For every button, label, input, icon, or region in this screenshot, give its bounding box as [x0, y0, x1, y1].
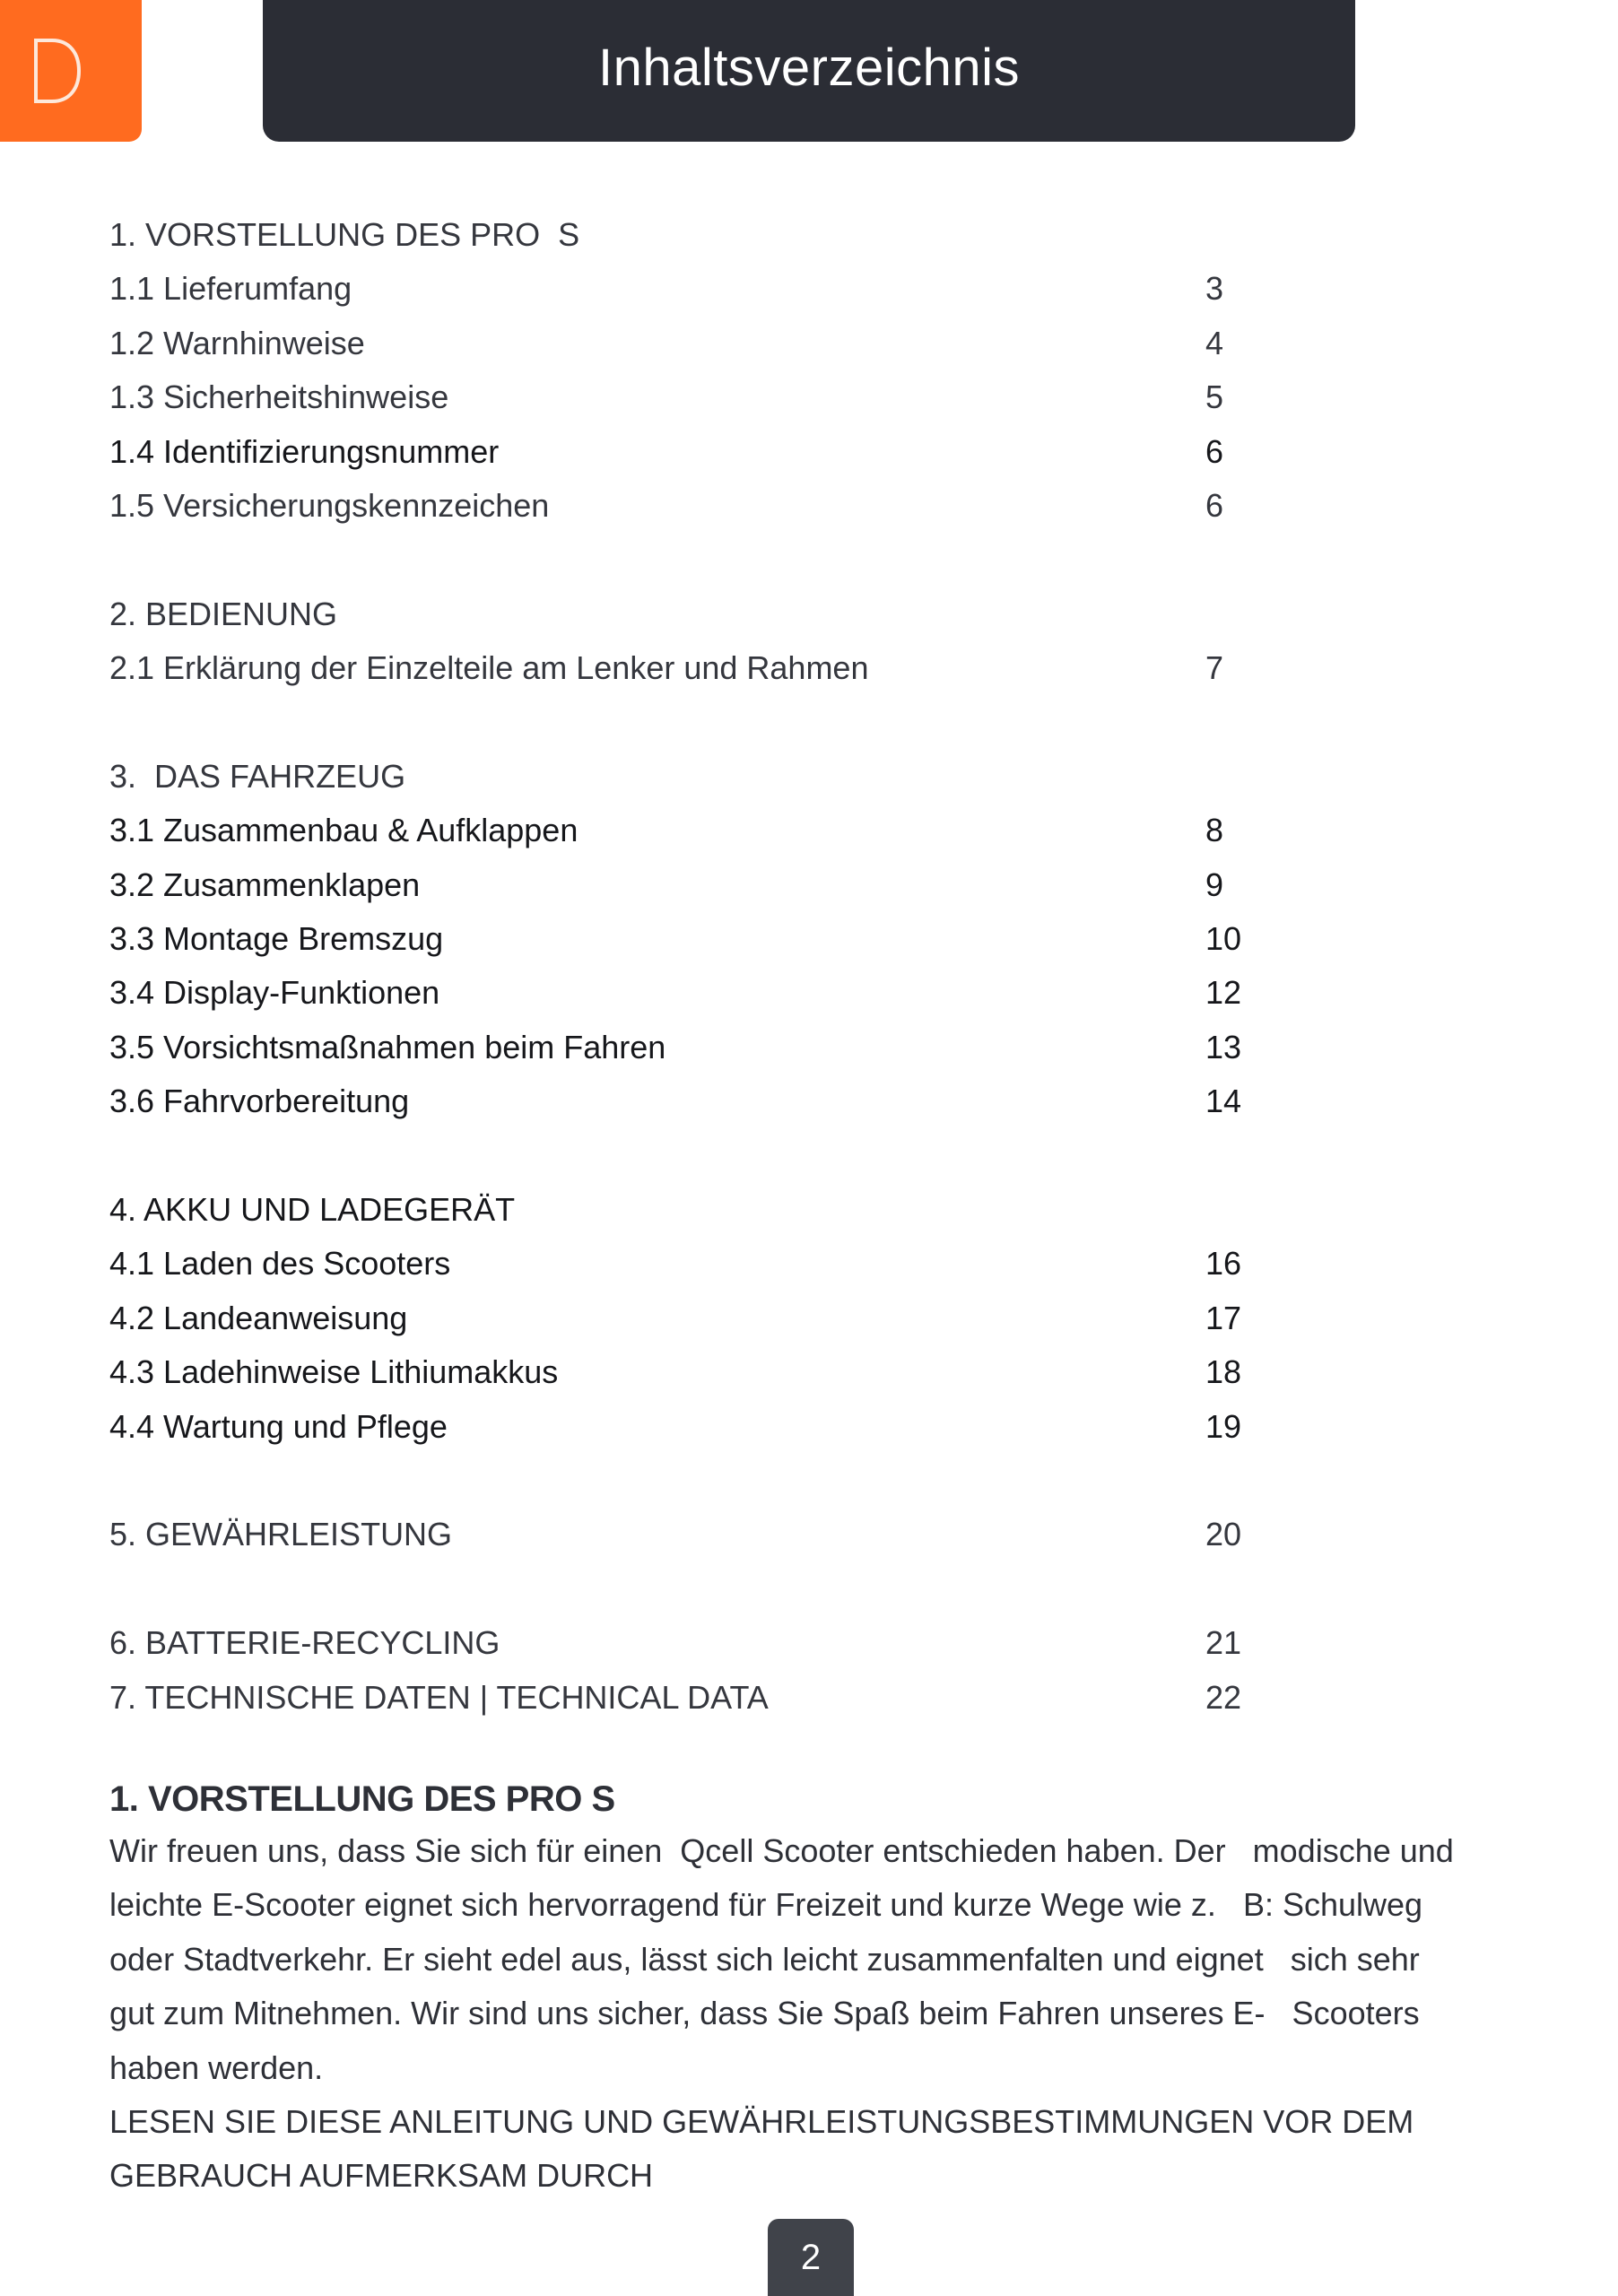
toc-entry[interactable] — [109, 1074, 1275, 1128]
toc-spacer — [109, 533, 1275, 587]
page-title: Inhaltsverzeichnis — [598, 38, 1020, 97]
toc-entry-page: 4 — [1205, 324, 1224, 361]
toc-entry[interactable] — [109, 912, 1275, 966]
toc-entry[interactable] — [109, 587, 1275, 641]
toc-entry-label: 1.3 Sicherheitshinweise — [109, 378, 449, 416]
letter-d-logo-icon — [32, 38, 83, 104]
paragraph-line: leichte E-Scooter eignet sich hervorragend für Freizeit und kurze Wege wie z. B: Schulweg — [109, 1886, 1423, 1924]
toc-entry-page: 17 — [1205, 1299, 1242, 1336]
paragraph-line: haben werden. — [109, 2048, 324, 2086]
toc-entry-label: 4.4 Wartung und Pflege — [109, 1407, 448, 1445]
toc-entry-label: 5. GEWÄHRLEISTUNG — [109, 1516, 453, 1553]
toc-entry[interactable] — [109, 262, 1275, 316]
toc-entry-page: 7 — [1205, 649, 1224, 687]
toc-entry[interactable] — [109, 370, 1275, 424]
toc-entry-page: 20 — [1205, 1516, 1242, 1553]
toc-entry-page: 21 — [1205, 1624, 1242, 1662]
toc-entry-label: 3.1 Zusammenbau & Aufklappen — [109, 812, 578, 849]
toc-entry-page: 12 — [1205, 974, 1242, 1012]
toc-entry-label: 3.3 Montage Bremszug — [109, 920, 444, 958]
toc-entry-page: 5 — [1205, 378, 1224, 416]
paragraph-line: GEBRAUCH AUFMERKSAM DURCH — [109, 2157, 654, 2195]
paragraph-line: LESEN SIE DIESE ANLEITUNG UND GEWÄHRLEISTUNGSBESTIMMUNGEN VOR DEM — [109, 2103, 1414, 2141]
toc-entry-label: 2.1 Erklärung der Einzelteile am Lenker und Rahmen — [109, 649, 869, 687]
toc-entry[interactable] — [109, 1237, 1275, 1291]
toc-spacer — [109, 1562, 1275, 1616]
toc-entry[interactable] — [109, 1345, 1275, 1399]
toc-entry-label: 2. BEDIENUNG — [109, 595, 338, 632]
intro-paragraph — [109, 1824, 1509, 2204]
toc-entry[interactable] — [109, 425, 1275, 479]
page-number: 2 — [800, 2237, 822, 2277]
toc-entry-label: 6. BATTERIE-RECYCLING — [109, 1624, 500, 1662]
toc-entry-label: 3.2 Zusammenklapen — [109, 865, 421, 903]
page-number-badge — [768, 2219, 854, 2296]
toc-entry-label: 1.5 Versicherungskennzeichen — [109, 486, 550, 524]
brand-logo — [0, 0, 142, 142]
toc-entry-label: 4. AKKU UND LADEGERÄT — [109, 1191, 516, 1229]
toc-entry-label: 3. DAS FAHRZEUG — [109, 757, 406, 795]
toc-spacer — [109, 696, 1275, 750]
table-of-contents — [109, 208, 1275, 1725]
toc-entry-label: 1.1 Lieferumfang — [109, 270, 352, 308]
page-header — [263, 0, 1355, 142]
paragraph-line: gut zum Mitnehmen. Wir sind uns sicher, dass Sie Spaß beim Fahren unseres E- Scooters — [109, 1995, 1420, 2032]
toc-entry[interactable] — [109, 641, 1275, 695]
toc-entry[interactable] — [109, 858, 1275, 912]
toc-entry-label: 3.5 Vorsichtsmaßnahmen beim Fahren — [109, 1028, 666, 1065]
toc-spacer — [109, 1129, 1275, 1183]
toc-entry[interactable] — [109, 1292, 1275, 1345]
toc-entry-label: 1.4 Identifizierungsnummer — [109, 432, 500, 470]
toc-entry-page: 18 — [1205, 1353, 1242, 1391]
toc-entry-page: 14 — [1205, 1083, 1242, 1120]
toc-entry-label: 7. TECHNISCHE DATEN | TECHNICAL DATA — [109, 1678, 769, 1716]
toc-entry-page: 22 — [1205, 1678, 1242, 1716]
toc-entry-page: 3 — [1205, 270, 1224, 308]
toc-entry-page: 13 — [1205, 1028, 1242, 1065]
toc-entry[interactable] — [109, 804, 1275, 857]
toc-entry[interactable] — [109, 1400, 1275, 1454]
toc-entry[interactable] — [109, 1671, 1275, 1725]
toc-entry-page: 6 — [1205, 432, 1224, 470]
toc-entry[interactable] — [109, 317, 1275, 370]
toc-entry-label: 1.2 Warnhinweise — [109, 324, 365, 361]
toc-entry-page: 16 — [1205, 1245, 1242, 1283]
section-heading: 1. VORSTELLUNG DES PRO S — [109, 1779, 615, 1819]
toc-entry-label: 3.6 Fahrvorbereitung — [109, 1083, 410, 1120]
toc-spacer — [109, 1454, 1275, 1508]
toc-entry-label: 4.1 Laden des Scooters — [109, 1245, 451, 1283]
toc-entry-page: 19 — [1205, 1407, 1242, 1445]
toc-entry-page: 6 — [1205, 486, 1224, 524]
paragraph-line: Wir freuen uns, dass Sie sich für einen Qcell Scooter entschieden haben. Der modische und — [109, 1832, 1454, 1869]
toc-entry[interactable] — [109, 1021, 1275, 1074]
toc-entry[interactable] — [109, 208, 1275, 262]
toc-entry[interactable] — [109, 750, 1275, 804]
paragraph-line: oder Stadtverkehr. Er sieht edel aus, lässt sich leicht zusammenfalten und eignet sich sehr — [109, 1940, 1420, 1978]
toc-entry-page: 9 — [1205, 865, 1224, 903]
toc-entry-label: 4.2 Landeanweisung — [109, 1299, 408, 1336]
toc-entry-page: 10 — [1205, 920, 1242, 958]
toc-entry-page: 8 — [1205, 812, 1224, 849]
toc-entry[interactable] — [109, 1183, 1275, 1237]
toc-entry[interactable] — [109, 479, 1275, 533]
toc-entry[interactable] — [109, 1508, 1275, 1561]
intro-section — [109, 1774, 1509, 2204]
toc-entry-label: 4.3 Ladehinweise Lithiumakkus — [109, 1353, 559, 1391]
toc-entry-label: 3.4 Display-Funktionen — [109, 974, 440, 1012]
toc-entry-label: 1. VORSTELLUNG DES PRO S — [109, 216, 580, 253]
toc-entry[interactable] — [109, 966, 1275, 1020]
toc-entry[interactable] — [109, 1616, 1275, 1670]
